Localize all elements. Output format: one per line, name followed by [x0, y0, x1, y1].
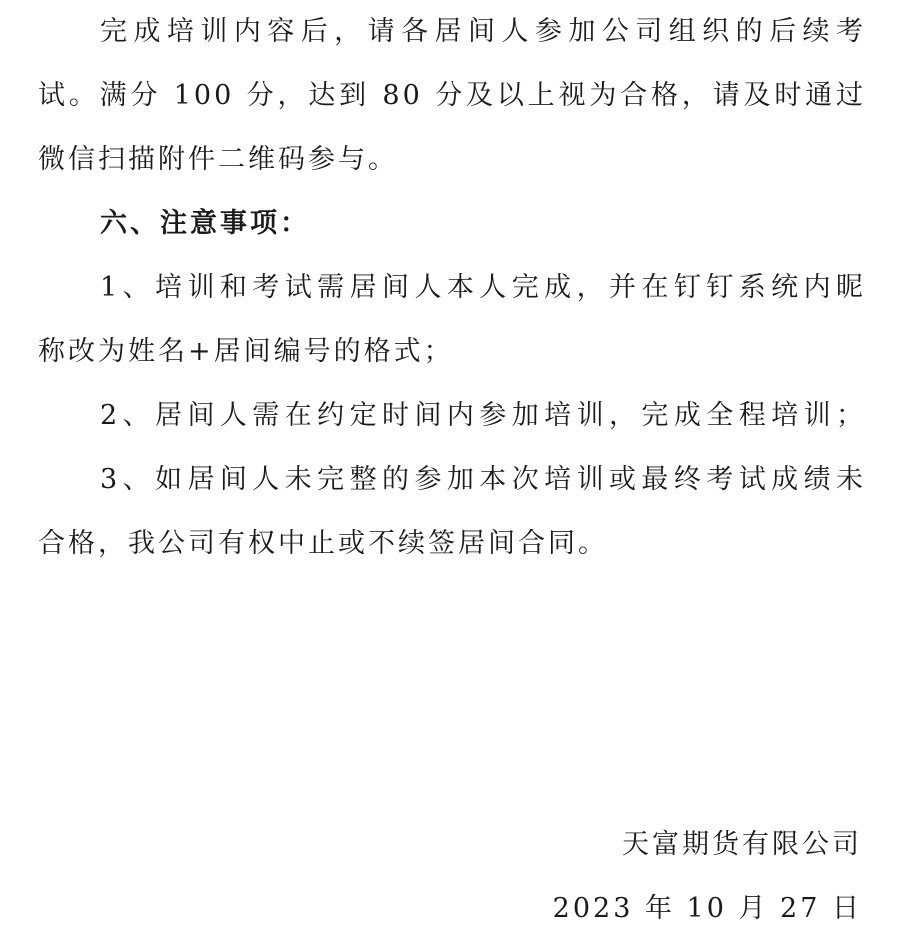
notice-item-3-line-2: 合格，我公司有权中止或不续签居间合同。: [38, 528, 608, 559]
paragraph-exam-line-2: 试。满分 100 分，达到 80 分及以上视为合格，请及时通过: [38, 80, 866, 111]
notice-item-3: [38, 448, 866, 576]
section-heading: [38, 192, 866, 256]
signature-company: 天富期货有限公司: [622, 829, 862, 860]
paragraph-exam-line-3: 微信扫描附件二维码参与。: [38, 144, 398, 175]
notice-item-3-line-1: 3、如居间人未完整的参加本次培训或最终考试成绩未: [100, 464, 866, 495]
notice-item-2-line-1: 2、居间人需在约定时间内参加培训，完成全程培训；: [100, 400, 866, 431]
notice-item-1-line-1: 1、培训和考试需居间人本人完成，并在钉钉系统内昵: [100, 272, 866, 303]
notice-item-1-line-2: 称改为姓名+居间编号的格式；: [38, 336, 454, 367]
notice-item-2: [38, 384, 866, 448]
paragraph-exam: [38, 0, 866, 192]
signature-date: 2023 年 10 月 27 日: [552, 893, 862, 924]
paragraph-exam-line-1: 完成培训内容后，请各居间人参加公司组织的后续考: [100, 16, 866, 47]
notice-item-1: [38, 256, 866, 384]
section-heading-text: 六、注意事项：: [100, 208, 310, 239]
